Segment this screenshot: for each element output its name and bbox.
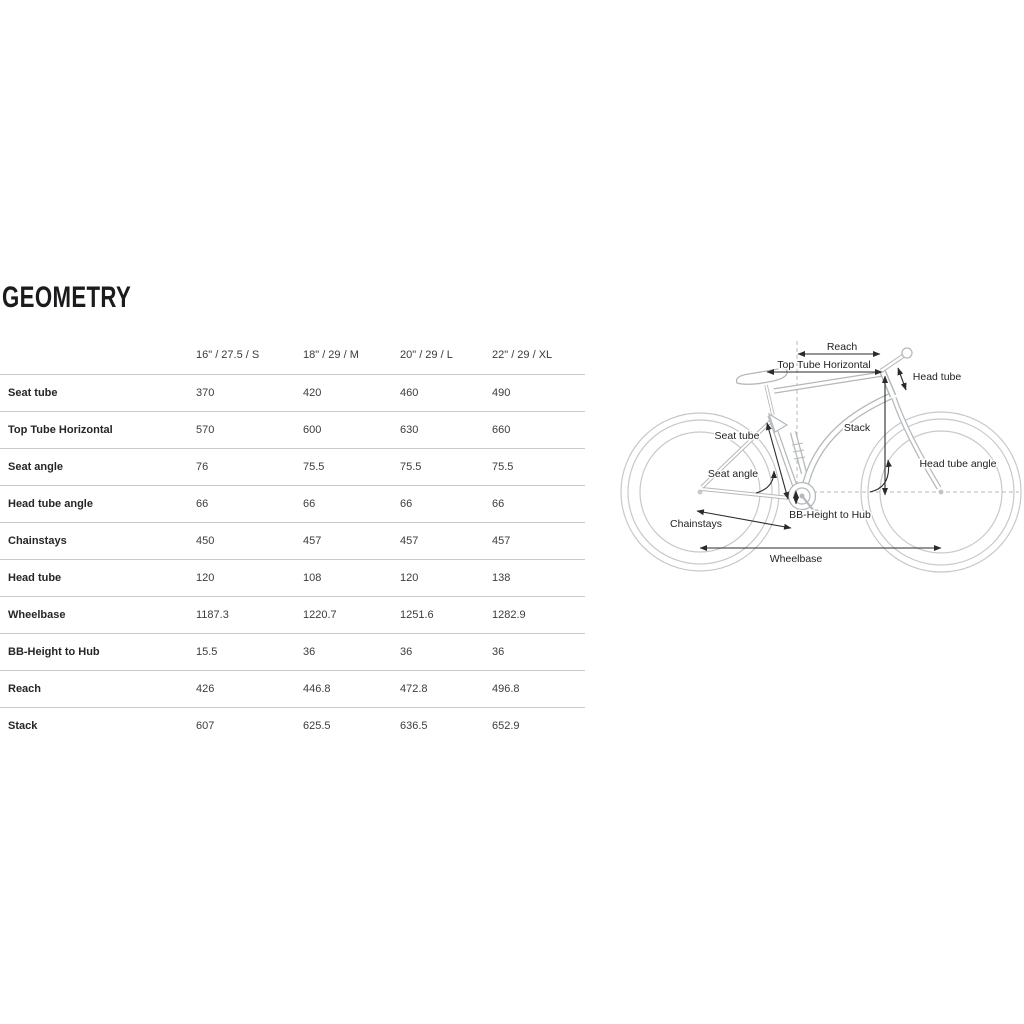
row-label: BB-Height to Hub (8, 646, 100, 658)
cell-value: 66 (196, 498, 209, 510)
table-row-stack (0, 707, 585, 744)
table-row-head-tube-angle (0, 485, 585, 522)
cell-value: 460 (400, 387, 419, 399)
row-label: Head tube angle (8, 498, 93, 510)
cell-value: 450 (196, 535, 215, 547)
cell-value: 570 (196, 424, 215, 436)
cell-value: 490 (492, 387, 511, 399)
table-row-chainstays (0, 522, 585, 559)
wheelbase-label: Wheelbase (769, 553, 823, 565)
column-header-size-xl: 22" / 29 / XL (492, 349, 553, 361)
row-label: Chainstays (8, 535, 67, 547)
cell-value: 120 (400, 572, 419, 584)
table-row-head-tube (0, 559, 585, 596)
cell-value: 75.5 (492, 461, 514, 473)
cell-value: 600 (303, 424, 322, 436)
cell-value: 652.9 (492, 720, 520, 732)
cell-value: 1220.7 (303, 609, 337, 621)
cell-value: 625.5 (303, 720, 331, 732)
chainstays-label: Chainstays (670, 518, 722, 530)
stack-label: Stack (843, 422, 871, 434)
cell-value: 1282.9 (492, 609, 526, 621)
head-tube-arrow (898, 368, 906, 390)
row-label: Reach (8, 683, 42, 695)
table-header-row (0, 337, 585, 374)
top-tube-horizontal-label: Top Tube Horizontal (777, 359, 871, 371)
seat-angle-label: Seat angle (707, 468, 759, 480)
cell-value: 496.8 (492, 683, 520, 695)
cell-value: 446.8 (303, 683, 331, 695)
cell-value: 457 (303, 535, 322, 547)
table-row-wheelbase (0, 596, 585, 633)
cell-value: 66 (400, 498, 413, 510)
table-row-reach (0, 670, 585, 707)
column-header-size-m: 18" / 29 / M (303, 349, 359, 361)
cell-value: 36 (492, 646, 505, 658)
handlebar-grip (902, 348, 912, 358)
seat-tube-label: Seat tube (714, 430, 760, 442)
column-header-size-s: 16" / 27.5 / S (196, 349, 260, 361)
cell-value: 1251.6 (400, 609, 434, 621)
cell-value: 420 (303, 387, 322, 399)
cell-value: 660 (492, 424, 511, 436)
cell-value: 630 (400, 424, 419, 436)
page-title: GEOMETRY (2, 281, 132, 314)
bike-geometry-diagram (620, 335, 1024, 575)
reach-label: Reach (826, 341, 858, 353)
row-label: Wheelbase (8, 609, 66, 621)
geometry-table (0, 337, 585, 744)
cell-value: 457 (400, 535, 419, 547)
table-row-top-tube-horizontal (0, 411, 585, 448)
head-tube-label: Head tube (912, 371, 962, 383)
cell-value: 457 (492, 535, 511, 547)
cell-value: 36 (400, 646, 413, 658)
dimension-labels (670, 341, 997, 565)
cell-value: 15.5 (196, 646, 218, 658)
row-label: Seat tube (8, 387, 58, 399)
table-row-seat-tube (0, 374, 585, 411)
cell-value: 75.5 (303, 461, 325, 473)
row-label: Stack (8, 720, 38, 732)
cell-value: 66 (492, 498, 505, 510)
row-label: Head tube (8, 572, 62, 584)
cell-value: 370 (196, 387, 215, 399)
cell-value: 108 (303, 572, 322, 584)
cell-value: 120 (196, 572, 215, 584)
head-tube-angle-label: Head tube angle (919, 458, 997, 470)
cell-value: 66 (303, 498, 316, 510)
row-label: Seat angle (8, 461, 64, 473)
column-header-size-l: 20" / 29 / L (400, 349, 453, 361)
cell-value: 426 (196, 683, 215, 695)
cell-value: 75.5 (400, 461, 422, 473)
cell-value: 76 (196, 461, 209, 473)
cell-value: 607 (196, 720, 215, 732)
row-label: Top Tube Horizontal (8, 424, 113, 436)
table-row-seat-angle (0, 448, 585, 485)
cell-value: 636.5 (400, 720, 428, 732)
cell-value: 138 (492, 572, 511, 584)
cell-value: 36 (303, 646, 316, 658)
table-row-bb-height-to-hub (0, 633, 585, 670)
bb-height-to-hub-label: BB-Height to Hub (789, 509, 871, 521)
rocker-link (769, 414, 787, 432)
cell-value: 1187.3 (196, 609, 229, 621)
cell-value: 472.8 (400, 683, 428, 695)
